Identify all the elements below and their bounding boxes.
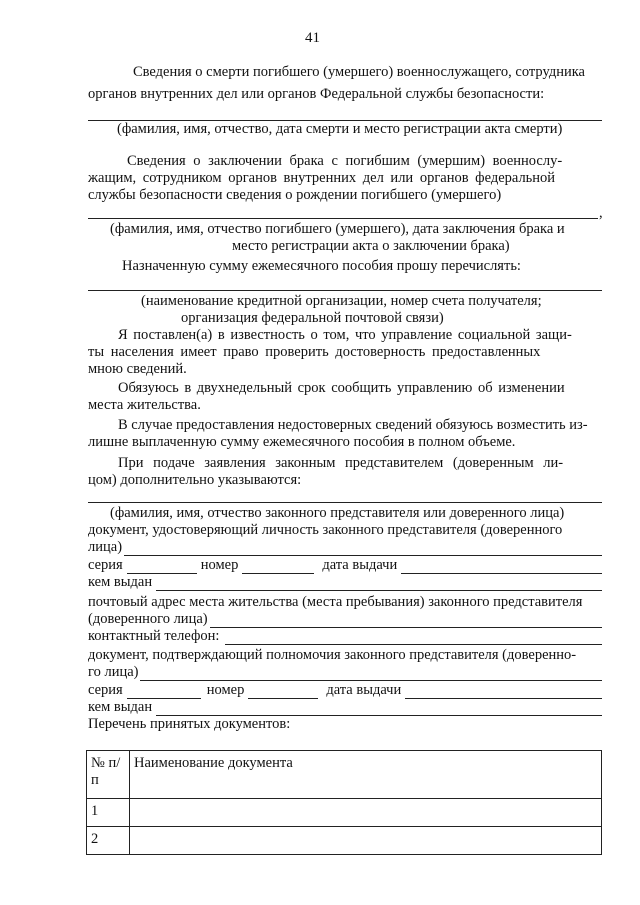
table-row bbox=[87, 799, 602, 827]
death-info-line-2: органов внутренних дел или органов Федеральной службы безопасности: bbox=[88, 86, 545, 102]
series-label: серия bbox=[88, 557, 123, 573]
table-header-row bbox=[87, 751, 602, 799]
series-field[interactable] bbox=[127, 559, 197, 574]
notice-line-3: мною сведений. bbox=[88, 361, 187, 377]
address-line-1: почтовый адрес места жительства (места пребывания) законного представителя bbox=[88, 594, 583, 610]
row-number: 2 bbox=[87, 827, 130, 855]
issued-by-field[interactable] bbox=[156, 576, 602, 591]
notice-line-2: ты населения имеет право проверить достоверность предоставленных bbox=[88, 344, 541, 360]
phone-field[interactable] bbox=[225, 630, 602, 645]
number-label: номер bbox=[200, 557, 239, 573]
marriage-info-line-1: Сведения о заключении брака с погибшим (умершим) военнослу- bbox=[127, 153, 563, 169]
address-field[interactable] bbox=[210, 613, 602, 628]
id-series-row bbox=[88, 557, 602, 574]
auth-issue-date-label: дата выдачи bbox=[326, 682, 402, 698]
obligation-line-2: места жительства. bbox=[88, 397, 201, 413]
payment-caption-1: (наименование кредитной организации, номер счета получателя; bbox=[141, 293, 542, 309]
authority-row bbox=[88, 664, 602, 681]
table-row bbox=[87, 827, 602, 855]
number-field[interactable] bbox=[242, 559, 314, 574]
id-issued-row bbox=[88, 574, 602, 591]
documents-table bbox=[86, 750, 602, 855]
page-number: 41 bbox=[305, 30, 320, 46]
notice-line-1: Я поставлен(а) в известность о том, что управление социальной защи- bbox=[118, 327, 572, 343]
phone-label: контактный телефон: bbox=[88, 628, 220, 644]
marriage-info-field[interactable] bbox=[88, 218, 598, 219]
row-document-name[interactable] bbox=[130, 799, 602, 827]
obligation-line-1: Обязуюсь в двухнедельный срок сообщить управлению об изменении bbox=[118, 380, 565, 396]
representative-caption: (фамилия, имя, отчество законного представителя или доверенного лица) bbox=[110, 505, 565, 521]
address-row bbox=[88, 611, 602, 628]
col-name-header: Наименование документа bbox=[130, 751, 602, 799]
marriage-info-line-2: жащим, сотрудником органов внутренних дел или органов федеральной bbox=[88, 170, 556, 186]
issue-date-field[interactable] bbox=[401, 559, 602, 574]
marriage-info-line-3: службы безопасности сведения о рождении погибшего (умершего) bbox=[88, 187, 502, 203]
id-doc-row bbox=[88, 539, 602, 556]
marriage-info-caption-1: (фамилия, имя, отчество погибшего (умершего), дата заключения брака и bbox=[110, 221, 565, 237]
false-info-line-1: В случае предоставления недостоверных сведений обязуюсь возместить из- bbox=[118, 417, 588, 433]
auth-issue-date-field[interactable] bbox=[405, 684, 602, 699]
payment-line: Назначенную сумму ежемесячного пособия прошу перечислять: bbox=[122, 258, 521, 274]
auth-issued-by-label: кем выдан bbox=[88, 699, 153, 715]
marriage-info-comma: , bbox=[599, 205, 603, 221]
payment-caption-2: организация федеральной почтовой связи) bbox=[181, 310, 444, 326]
representative-line-1: При подаче заявления законным представителем (доверенным ли- bbox=[118, 455, 564, 471]
phone-row bbox=[88, 628, 602, 645]
representative-name-field[interactable] bbox=[88, 502, 602, 503]
death-info-line-1: Сведения о смерти погибшего (умершего) военнослужащего, сотрудника bbox=[133, 64, 585, 80]
id-doc-label-2: лица) bbox=[88, 539, 123, 555]
false-info-line-2: лишне выплаченную сумму ежемесячного пособия в полном объеме. bbox=[88, 434, 516, 450]
auth-number-field[interactable] bbox=[248, 684, 318, 699]
documents-heading: Перечень принятых документов: bbox=[88, 716, 291, 732]
representative-line-2: цом) дополнительно указываются: bbox=[88, 472, 302, 488]
authority-field[interactable] bbox=[140, 666, 602, 681]
marriage-info-caption-2: место регистрации акта о заключении брака) bbox=[232, 238, 510, 254]
address-label-2: (доверенного лица) bbox=[88, 611, 208, 627]
issued-by-label: кем выдан bbox=[88, 574, 153, 590]
auth-series-row bbox=[88, 682, 602, 699]
auth-issued-row bbox=[88, 699, 602, 716]
issue-date-label: дата выдачи bbox=[322, 557, 398, 573]
auth-series-label: серия bbox=[88, 682, 123, 698]
auth-number-label: номер bbox=[206, 682, 245, 698]
payment-field[interactable] bbox=[88, 290, 602, 291]
auth-issued-by-field[interactable] bbox=[156, 701, 602, 716]
authority-label-2: го лица) bbox=[88, 664, 139, 680]
col-num-header: № п/п bbox=[87, 751, 130, 799]
id-doc-field[interactable] bbox=[124, 541, 602, 556]
authority-line-1: документ, подтверждающий полномочия законного представителя (доверенно- bbox=[88, 647, 577, 663]
row-number: 1 bbox=[87, 799, 130, 827]
id-doc-line-1: документ, удостоверяющий личность законного представителя (доверенного bbox=[88, 522, 563, 538]
row-document-name[interactable] bbox=[130, 827, 602, 855]
auth-series-field[interactable] bbox=[127, 684, 201, 699]
death-info-caption: (фамилия, имя, отчество, дата смерти и место регистрации акта смерти) bbox=[117, 121, 563, 137]
